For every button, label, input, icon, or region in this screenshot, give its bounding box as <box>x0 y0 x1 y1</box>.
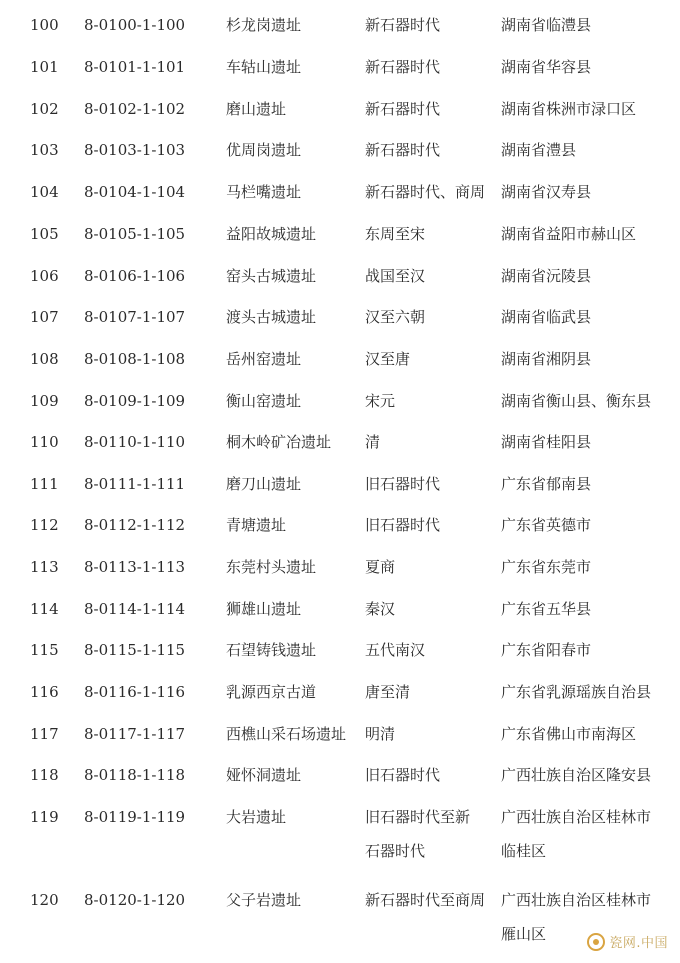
site-code: 8-0113-1-113 <box>84 558 186 576</box>
site-code: 8-0100-1-100 <box>84 16 186 34</box>
site-code: 8-0120-1-120 <box>84 891 186 909</box>
row-number: 103 <box>30 141 59 159</box>
site-location: 湖南省沅陵县 <box>501 267 592 285</box>
site-name: 父子岩遗址 <box>226 891 302 909</box>
site-code: 8-0112-1-112 <box>84 516 186 534</box>
site-name: 车轱山遗址 <box>226 58 302 76</box>
site-location: 湖南省株洲市渌口区 <box>501 100 637 118</box>
site-name: 衡山窑遗址 <box>226 392 302 410</box>
site-era: 夏商 <box>365 558 396 576</box>
site-location: 湖南省桂阳县 <box>501 433 592 451</box>
site-location: 湖南省临武县 <box>501 308 592 326</box>
site-name: 娅怀洞遗址 <box>226 766 302 784</box>
site-era: 旧石器时代至新 石器时代 <box>365 808 471 860</box>
row-number: 118 <box>30 766 59 784</box>
site-location: 湖南省衡山县、衡东县 <box>501 392 652 410</box>
site-era: 明清 <box>365 725 396 743</box>
site-name: 大岩遗址 <box>226 808 287 826</box>
site-name: 乳源西京古道 <box>226 683 317 701</box>
row-number: 117 <box>30 725 59 743</box>
row-number: 106 <box>30 267 59 285</box>
site-name: 磨刀山遗址 <box>226 475 302 493</box>
site-code: 8-0105-1-105 <box>84 225 186 243</box>
row-number: 104 <box>30 183 59 201</box>
site-code: 8-0114-1-114 <box>84 600 186 618</box>
row-number: 111 <box>30 475 59 493</box>
site-era: 新石器时代 <box>365 58 441 76</box>
site-location: 湖南省汉寿县 <box>501 183 592 201</box>
site-location: 广东省郁南县 <box>501 475 592 493</box>
site-location: 湖南省澧县 <box>501 141 577 159</box>
site-era: 清 <box>365 433 381 451</box>
site-era: 旧石器时代 <box>365 475 441 493</box>
site-name: 青塘遗址 <box>226 516 287 534</box>
site-location: 广东省阳春市 <box>501 641 592 659</box>
site-era: 秦汉 <box>365 600 396 618</box>
ceramic-logo-icon <box>587 933 605 951</box>
site-code: 8-0104-1-104 <box>84 183 186 201</box>
watermark-text: 瓷网.中国 <box>609 936 668 951</box>
site-era: 宋元 <box>365 392 396 410</box>
row-number: 112 <box>30 516 59 534</box>
row-number: 116 <box>30 683 59 701</box>
site-code: 8-0106-1-106 <box>84 267 186 285</box>
site-code: 8-0109-1-109 <box>84 392 186 410</box>
site-code: 8-0117-1-117 <box>84 725 186 743</box>
site-era: 旧石器时代 <box>365 766 441 784</box>
site-code: 8-0119-1-119 <box>84 808 186 826</box>
site-name: 岳州窑遗址 <box>226 350 302 368</box>
row-number: 110 <box>30 433 59 451</box>
site-era: 战国至汉 <box>365 267 426 285</box>
site-name: 东莞村头遗址 <box>226 558 317 576</box>
row-number: 108 <box>30 350 59 368</box>
site-location: 广东省乳源瑶族自治县 <box>501 683 652 701</box>
row-number: 109 <box>30 392 59 410</box>
site-era: 新石器时代 <box>365 16 441 34</box>
row-number: 107 <box>30 308 59 326</box>
site-code: 8-0102-1-102 <box>84 100 186 118</box>
site-name: 西樵山采石场遗址 <box>226 725 347 743</box>
row-number: 114 <box>30 600 59 618</box>
site-location: 湖南省益阳市赫山区 <box>501 225 637 243</box>
row-number: 102 <box>30 100 59 118</box>
site-era: 新石器时代、商周 <box>365 183 486 201</box>
site-era: 汉至六朝 <box>365 308 426 326</box>
site-location: 广东省五华县 <box>501 600 592 618</box>
watermark <box>587 932 668 951</box>
site-code: 8-0103-1-103 <box>84 141 186 159</box>
site-name: 优周岗遗址 <box>226 141 302 159</box>
site-era: 唐至清 <box>365 683 411 701</box>
site-name: 渡头古城遗址 <box>226 308 317 326</box>
site-location: 广东省英德市 <box>501 516 592 534</box>
row-number: 113 <box>30 558 59 576</box>
site-era: 五代南汉 <box>365 641 426 659</box>
row-number: 105 <box>30 225 59 243</box>
site-location: 湖南省华容县 <box>501 58 592 76</box>
site-name: 益阳故城遗址 <box>226 225 317 243</box>
site-location: 广西壮族自治区桂林市 临桂区 <box>501 808 652 860</box>
row-number: 115 <box>30 641 59 659</box>
site-location: 广东省东莞市 <box>501 558 592 576</box>
site-code: 8-0118-1-118 <box>84 766 186 784</box>
site-name: 桐木岭矿冶遗址 <box>226 433 332 451</box>
site-name: 磨山遗址 <box>226 100 287 118</box>
site-location: 湖南省临澧县 <box>501 16 592 34</box>
site-location: 广西壮族自治区桂林市 雁山区 <box>501 891 652 943</box>
site-code: 8-0115-1-115 <box>84 641 186 659</box>
row-number: 120 <box>30 891 59 909</box>
site-code: 8-0111-1-111 <box>84 475 186 493</box>
site-era: 旧石器时代 <box>365 516 441 534</box>
site-name: 杉龙岗遗址 <box>226 16 302 34</box>
site-location: 湖南省湘阴县 <box>501 350 592 368</box>
site-location: 广东省佛山市南海区 <box>501 725 637 743</box>
site-era: 新石器时代 <box>365 100 441 118</box>
site-location: 广西壮族自治区隆安县 <box>501 766 652 784</box>
site-code: 8-0110-1-110 <box>84 433 186 451</box>
site-name: 石望铸钱遗址 <box>226 641 317 659</box>
row-number: 119 <box>30 808 59 826</box>
site-code: 8-0116-1-116 <box>84 683 186 701</box>
row-number: 100 <box>30 16 59 34</box>
site-era: 新石器时代至商周 <box>365 891 486 909</box>
site-name: 狮雄山遗址 <box>226 600 302 618</box>
site-name: 马栏嘴遗址 <box>226 183 302 201</box>
site-code: 8-0108-1-108 <box>84 350 186 368</box>
row-number: 101 <box>30 58 59 76</box>
site-era: 汉至唐 <box>365 350 411 368</box>
site-code: 8-0101-1-101 <box>84 58 186 76</box>
site-era: 东周至宋 <box>365 225 426 243</box>
site-name: 窑头古城遗址 <box>226 267 317 285</box>
site-era: 新石器时代 <box>365 141 441 159</box>
site-code: 8-0107-1-107 <box>84 308 186 326</box>
